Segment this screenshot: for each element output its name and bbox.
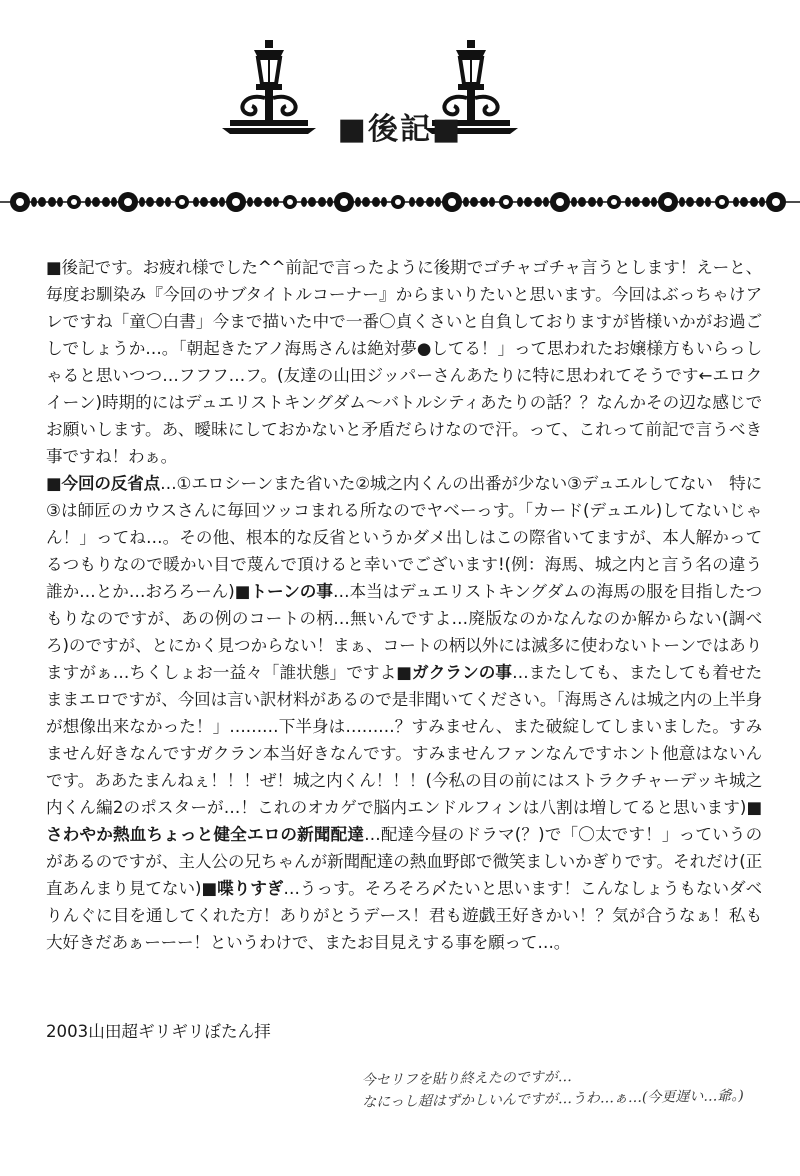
ornament-bead [372, 197, 380, 207]
ornament-bead [38, 197, 46, 207]
paragraph-text: …配達今昼のドラマ(？)で「〇太です！」っていうのがあるのですが、主人公の兄ちゃんが新聞配達の熱血野郎で微笑ましいかぎりです。それだけ(正直あんまり見てない) [46, 825, 763, 898]
ornament-bead [625, 197, 631, 207]
ornament-bead [264, 197, 272, 207]
ornament-center [16, 198, 24, 206]
ornament-center [395, 199, 401, 205]
header-ornament [0, 0, 800, 190]
section-heading: ■喋りすぎ [201, 879, 284, 898]
ornament-bead [327, 197, 333, 207]
ornament-bead [355, 197, 361, 207]
ornament-bead [210, 197, 218, 207]
ornament-bead [463, 197, 469, 207]
ornament-bead [247, 197, 253, 207]
ornament-bead [193, 197, 199, 207]
ornament-bead [642, 197, 650, 207]
ornament-bead [254, 197, 262, 207]
note-line: なにっし超はずかしいんですが…うわ…ぁ…(今更遅い…爺。) [362, 1088, 744, 1111]
ornament-bead [57, 197, 63, 207]
ornament-bead [102, 197, 110, 207]
ornament-bead [111, 197, 117, 207]
ornament-bead [750, 197, 758, 207]
section-heading: ■さわやか熱血ちょっと健全エロの新聞配達 [46, 798, 762, 844]
ornament-bead [480, 197, 488, 207]
ornament-bead [435, 197, 441, 207]
ornament-bead [139, 197, 145, 207]
ornament-center [556, 198, 564, 206]
ornament-bead [219, 197, 225, 207]
ornament-bead [679, 197, 685, 207]
signature: 2003山田超ギリギリぼたん拝 [46, 1022, 271, 1041]
ornament-bead [426, 197, 434, 207]
ornament-bead [92, 197, 100, 207]
ornament-bead [740, 197, 748, 207]
note-line: 今セリフを貼り終えたのですが… [361, 1069, 572, 1089]
ornament-bead [632, 197, 640, 207]
ornament-bead [381, 197, 387, 207]
afterword-body [46, 254, 762, 956]
decorative-border [0, 184, 800, 220]
ornament-center [772, 198, 780, 206]
ornament-bead [651, 197, 657, 207]
ornament-bead [534, 197, 542, 207]
section-heading: ■今回の反省点 [46, 474, 161, 493]
ornament-center [448, 198, 456, 206]
ornament-bead [686, 197, 694, 207]
ornament-bead [517, 197, 523, 207]
ornament-center [179, 199, 185, 205]
paragraph [46, 254, 762, 470]
section-heading: ■ガクランの事 [396, 663, 513, 682]
paragraph-text: ■後記です。お疲れ様でした^^前記で言ったように後期でゴチャゴチャ言うとします！えーと、毎度お馴染み『今回のサブタイトルコーナー』からまいりたいと思います。今回はぶっちゃけアレですね「童〇白書」今まで描いた中で一番〇貞くさいと自負しておりますが皆様いかがお過ごしでしょうか…。「朝起きたアノ海馬さんは絶対夢●してる！」って思われたお嬢様方もいらっしゃると思いつつ…フフフ…フ。(友達の山田ジッパーさんあたりに特に思われてそうです←エロクイーン)時期的にはデュエリストキングダム～バトルシティあたりの話？？なんかその辺な感じでお願いします。あ、曖昧にしておかないと矛盾だらけなので汗。って、これって前記で言うべき事ですね！わぁ。 [46, 258, 762, 466]
ornament-bead [273, 197, 279, 207]
ornament-center [664, 198, 672, 206]
ornament-bead [301, 197, 307, 207]
ornament-bead [543, 197, 549, 207]
ornament-bead [696, 197, 704, 207]
ornament-center [719, 199, 725, 205]
ornament-bead [146, 197, 154, 207]
ornament-center [503, 199, 509, 205]
paragraph-text: …うっす。そろそろ〆たいと思います！こんなしょうもないダベりんぐに目を通してくれた方！ありがとうデース！君も遊戯王好きかい！？気が合うなぁ！私も大好きだあぁーーー！というわけで、またお目見えする事を願って…。 [46, 879, 763, 952]
paragraph-text: …①エロシーンまた省いた②城之内くんの出番が少ない③デュエルしてない 特に③は師匠のカウスさんに毎回ツッコまれる所なのでヤベーっす。「カード(デュエル)してないじゃん！」ってね…。その他、根本的な反省というかダメ出しはこの際省いてますが、本人解かってるつもりなので暖かい目で蔑んで頂けると幸いでございます!(例：海馬、城之内と言う名の違う誰か…とか…おろろーん) [46, 474, 763, 601]
ornament-bead [524, 197, 532, 207]
ornament-bead [165, 197, 171, 207]
paragraph-text: …本当はデュエリストキングダムの海馬の服を目指したつもりなのですが、あの例のコートの柄…無いんですよ…廃版なのかなんなのか解からない(調べろ)のですが、とにかく見つからない！まぁ、コートの柄以外には滅多に使わないトーンではありますがぁ…ちくしょお一益々「誰状態」ですよ [46, 582, 762, 682]
ornament-bead [759, 197, 765, 207]
ornament-center [611, 199, 617, 205]
ornament-bead [409, 197, 415, 207]
ornament-bead [362, 197, 370, 207]
ornament-row [10, 192, 786, 212]
ornament-bead [597, 197, 603, 207]
ornament-bead [48, 197, 56, 207]
ornament-bead [588, 197, 596, 207]
section-heading: ■トーンの事 [234, 582, 333, 601]
ornament-bead [85, 197, 91, 207]
ornament-center [287, 199, 293, 205]
ornament-bead [578, 197, 586, 207]
ornament-bead [733, 197, 739, 207]
ornament-bead [308, 197, 316, 207]
ornament-center [232, 198, 240, 206]
paragraph-text: …またしても、またしても着せたままエロですが、今回は言い訳材料があるので是非聞いてください。「海馬さんは城之内の上半身が想像出来なかった！」………下半身は………？すみません、また破綻してしまいました。すみません好きなんですガクラン本当好きなんです。すみませんファンなんですホント他意はないんです。ああたまんねぇ！！！ぜ！城之内くん！！！(今私の目の前にはストラクチャーデッキ城之内くん編2のポスターが…！これのオカゲで脳内エンドルフィンは八割は増してると思います) [46, 663, 763, 817]
ornament-bead [470, 197, 478, 207]
ornament-bead [318, 197, 326, 207]
ornament-center [340, 198, 348, 206]
page-title: ■後記■ [337, 112, 463, 147]
paragraph [46, 470, 762, 956]
ornament-center [71, 199, 77, 205]
ornament-center [124, 198, 132, 206]
ornament-bead [416, 197, 424, 207]
handwritten-note [362, 1062, 783, 1113]
ornament-bead [31, 197, 37, 207]
ornament-bead [489, 197, 495, 207]
ornament-bead [200, 197, 208, 207]
ornament-bead [571, 197, 577, 207]
ornament-bead [705, 197, 711, 207]
ornament-bead [156, 197, 164, 207]
